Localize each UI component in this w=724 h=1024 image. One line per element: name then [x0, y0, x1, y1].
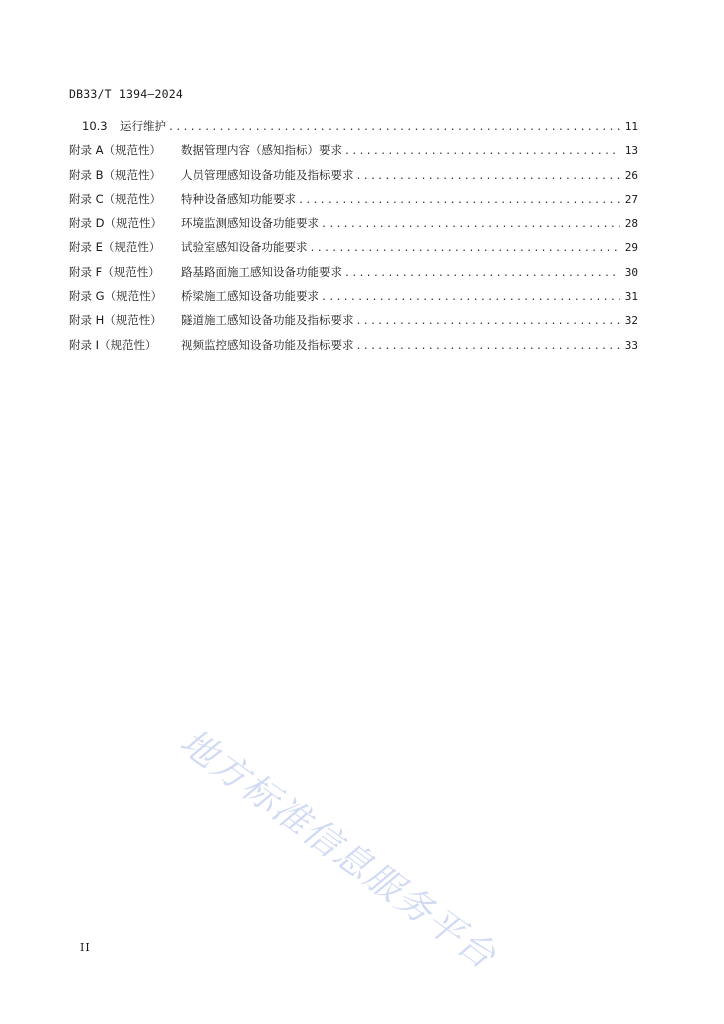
toc-entry-page: 32	[624, 314, 638, 328]
toc-entry-title: 路基路面施工感知设备功能要求	[181, 264, 342, 279]
table-of-contents	[69, 118, 638, 361]
toc-entry[interactable]	[69, 118, 638, 142]
toc-leader-dots	[321, 219, 620, 230]
toc-entry-title: 数据管理内容（感知指标）要求	[181, 143, 342, 158]
toc-entry[interactable]	[69, 167, 638, 191]
toc-entry-label: 附录 E（规范性）	[69, 240, 161, 255]
toc-leader-dots	[344, 146, 620, 157]
toc-entry-title: 人员管理感知设备功能及指标要求	[181, 167, 354, 182]
toc-entry-page: 29	[624, 241, 638, 255]
toc-entry-label: 10.3	[82, 119, 108, 133]
toc-entry-label: 附录 D（规范性）	[69, 216, 163, 231]
toc-entry[interactable]	[69, 191, 638, 215]
toc-entry-label: 附录 B（规范性）	[69, 167, 162, 182]
toc-entry-page: 33	[624, 338, 638, 352]
toc-entry-page: 28	[624, 217, 638, 231]
toc-entry-title: 特种设备感知功能要求	[181, 191, 296, 206]
toc-entry-label: 附录 G（规范性）	[69, 289, 163, 304]
toc-entry[interactable]	[69, 215, 638, 239]
toc-leader-dots	[356, 171, 621, 182]
toc-entry[interactable]	[69, 312, 638, 336]
toc-entry[interactable]	[69, 337, 638, 361]
toc-entry-label: 附录 A（规范性）	[69, 143, 162, 158]
toc-leader-dots	[168, 122, 620, 133]
document-code: DB33/T 1394—2024	[69, 87, 183, 101]
toc-entry-title: 桥梁施工感知设备功能要求	[181, 289, 319, 304]
toc-entry-label: 附录 F（规范性）	[69, 264, 160, 279]
toc-entry[interactable]	[69, 264, 638, 288]
toc-leader-dots	[310, 243, 621, 254]
toc-entry-title: 隧道施工感知设备功能及指标要求	[181, 313, 354, 328]
toc-entry-page: 27	[624, 192, 638, 206]
toc-entry-label: 附录 H（规范性）	[69, 313, 162, 328]
toc-entry-page: 26	[624, 168, 638, 182]
toc-entry-title: 试验室感知设备功能要求	[181, 240, 308, 255]
watermark: 地方标准信息服务平台	[172, 721, 504, 978]
toc-entry[interactable]	[69, 239, 638, 263]
toc-entry-title: 运行维护	[120, 119, 166, 133]
toc-leader-dots	[356, 341, 621, 352]
toc-leader-dots	[356, 316, 621, 327]
toc-entry-label: 附录 I（规范性）	[69, 337, 157, 352]
toc-entry[interactable]	[69, 288, 638, 312]
toc-entry-page: 30	[624, 265, 638, 279]
toc-entry-label: 附录 C（规范性）	[69, 191, 162, 206]
toc-entry-page: 13	[624, 144, 638, 158]
toc-leader-dots	[298, 195, 620, 206]
page-number: II	[80, 941, 91, 954]
toc-entry[interactable]	[69, 142, 638, 166]
toc-leader-dots	[344, 268, 620, 279]
toc-entry-title: 视频监控感知设备功能及指标要求	[181, 337, 354, 352]
toc-entry-title: 环境监测感知设备功能要求	[181, 216, 319, 231]
toc-entry-page: 11	[624, 120, 638, 133]
toc-entry-page: 31	[624, 290, 638, 304]
toc-leader-dots	[321, 292, 620, 303]
